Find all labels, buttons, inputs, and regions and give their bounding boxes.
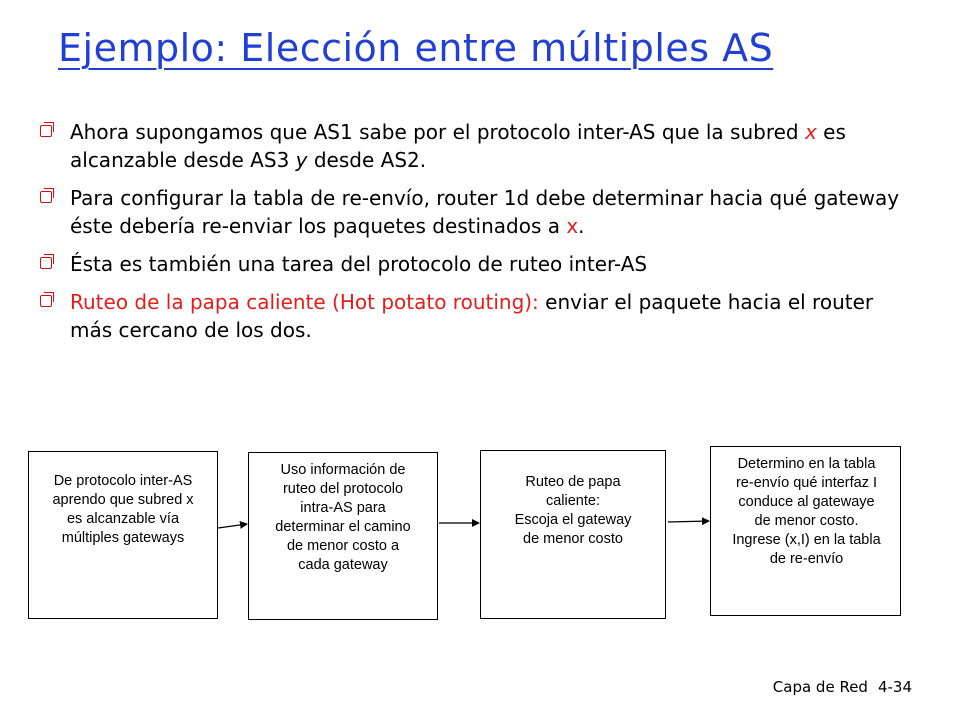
bullet-item: Para configurar la tabla de re-envío, router 1d debe determinar hacia qué gateway éste debería re-enviar los paquetes destinados a x.	[40, 184, 920, 240]
footer-chapter: Capa de Red	[772, 678, 868, 696]
flow-box-forwarding-table: Determino en la tabla re-envío qué interfaz I conduce al gatewaye de menor costo. Ingrese (x,I) en la tabla de re-envío	[710, 446, 901, 616]
flow-box-intra-as: Uso información de ruteo del protocolo intra-AS para determinar el camino de menor costo a cada gateway	[248, 452, 438, 620]
bullet-item: Ésta es también una tarea del protocolo de ruteo inter-AS	[40, 250, 920, 278]
flow-box-hot-potato: Ruteo de papa caliente: Escoja el gateway de menor costo	[480, 450, 666, 619]
bullet-item: Ahora supongamos que AS1 sabe por el protocolo inter-AS que la subred x es alcanzable desde AS3 y desde AS2.	[40, 118, 920, 174]
slide-title: Ejemplo: Elección entre múltiples AS	[58, 26, 774, 70]
slide-footer	[773, 678, 912, 696]
flow-arrow-1	[218, 524, 247, 528]
flow-box-learn: De protocolo inter-AS aprendo que subred x es alcanzable vía múltiples gateways	[28, 451, 218, 619]
footer-page-number: 4-34	[877, 678, 912, 696]
flow-arrow-3	[668, 521, 709, 522]
bullet-item: Ruteo de la papa caliente (Hot potato routing): enviar el paquete hacia el router más cercano de los dos.	[40, 288, 920, 344]
